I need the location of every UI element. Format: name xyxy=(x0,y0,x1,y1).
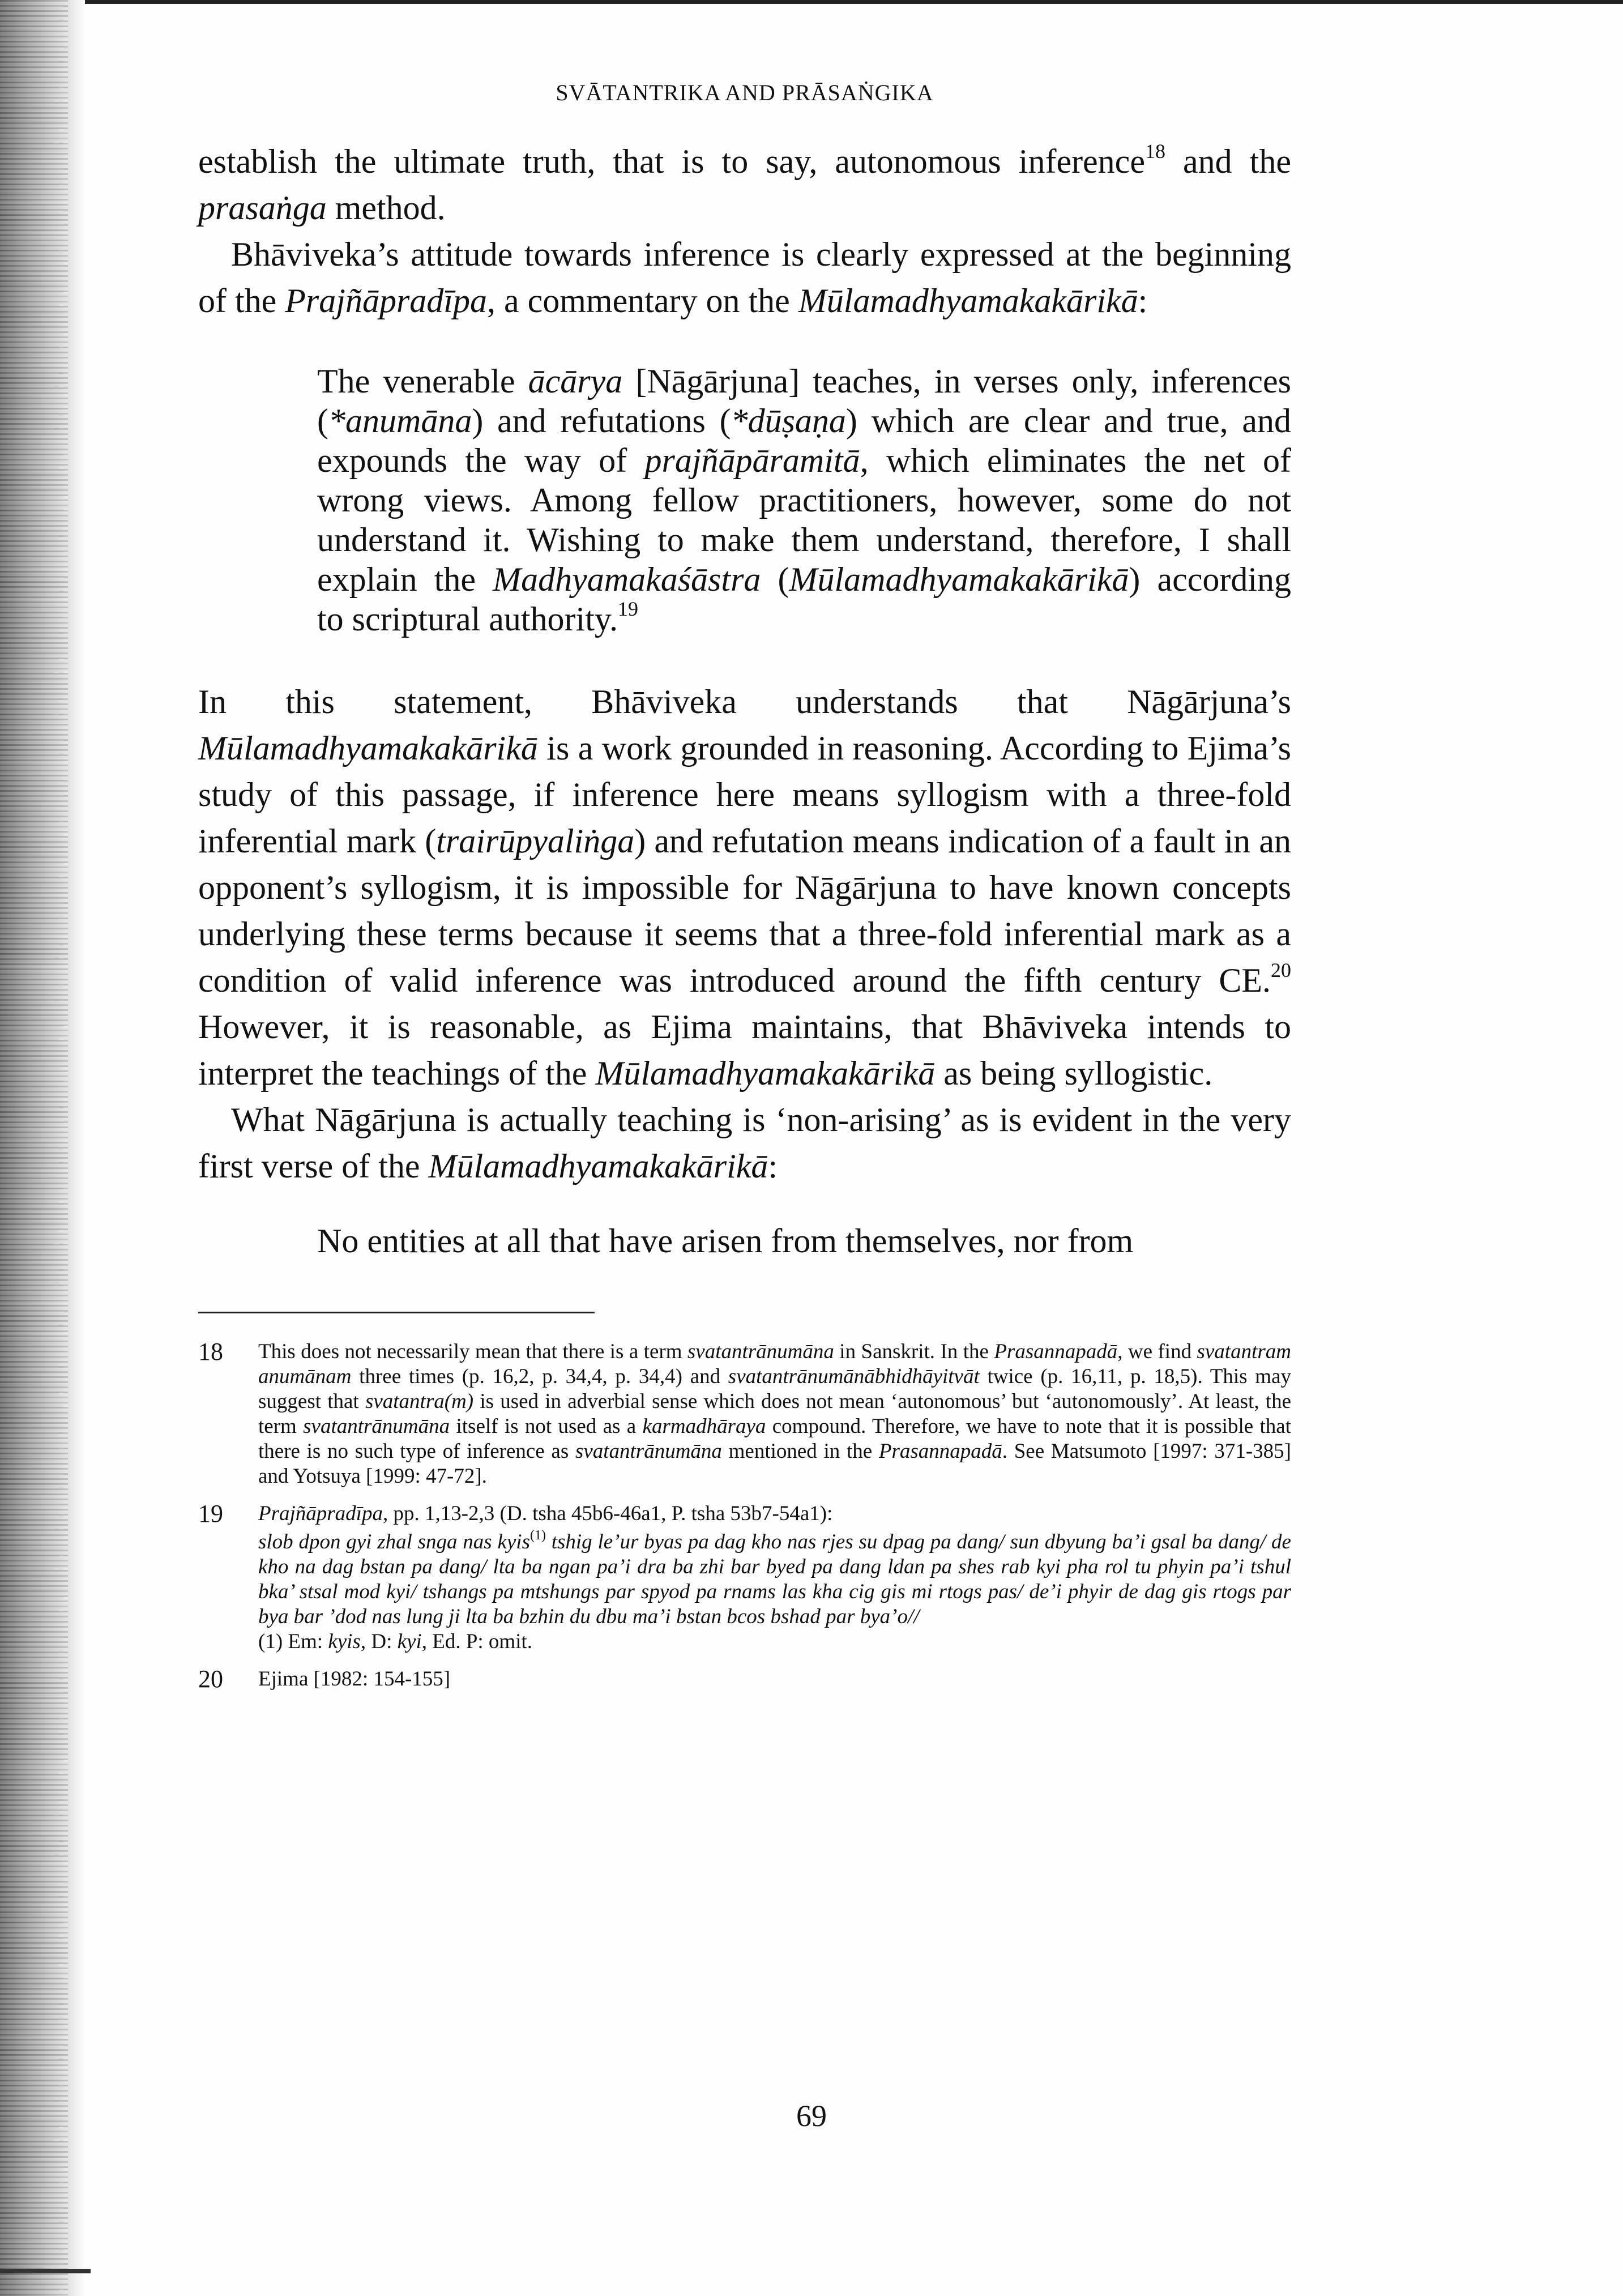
italic-term: kyis xyxy=(328,1630,361,1653)
text-run: twice (p. 16,11, p. 18,5). This may suggest that xyxy=(258,1365,1291,1413)
italic-term: svatantra(m) xyxy=(365,1390,474,1413)
text-run: : xyxy=(1138,282,1148,319)
italic-title: Mūlamadhyamakakārikā xyxy=(789,561,1129,598)
italic-title: Prajñāpradīpa xyxy=(285,282,487,319)
text-run: is a work grounded in reasoning. According to Ejima’s study of this passage, if inference here means syllogism with a three-fold inferential mark ( xyxy=(198,729,1291,860)
text-run: What Nāgārjuna is actually teaching is ‘non-arising’ as is evident in the very first verse of the xyxy=(198,1101,1291,1185)
text-run: ) and refutation means indication of a fault in an opponent’s syllogism, it is impossible for Nāgārjuna to have known concepts underlying these terms because it seems that a three-fold inferential mark as a condition of valid inference was introduced around the fifth century CE. xyxy=(198,822,1292,999)
page-content xyxy=(198,79,1291,1704)
footnote-text: Ejima [1982: 154-155] xyxy=(258,1667,451,1691)
italic-term: ācārya xyxy=(528,362,623,400)
text-run: method. xyxy=(326,189,446,227)
paragraph-4 xyxy=(198,1096,1291,1189)
footnote-20 xyxy=(198,1667,1291,1692)
footnote-text xyxy=(258,1501,1291,1654)
italic-term: svatantrānumāna xyxy=(303,1415,450,1438)
italic-term: svatantram anumānam xyxy=(258,1340,1291,1388)
italic-title: Prajñāpradīpa xyxy=(258,1502,383,1525)
footnote-ref-18: 18 xyxy=(1144,140,1165,163)
italic-term: *dūṣaṇa xyxy=(731,402,846,439)
text-run: ) which are clear and true, and expounds the way of xyxy=(317,402,1291,479)
footnote-text xyxy=(258,1339,1291,1489)
footnote-number: 20 xyxy=(198,1665,223,1693)
footnote-ref-19: 19 xyxy=(617,598,638,620)
text-run: [Nāgārjuna] teaches, in verses only, inferences ( xyxy=(317,362,1291,439)
scan-bottom-mark xyxy=(0,2269,91,2273)
footnote-18 xyxy=(198,1339,1291,1489)
paragraph-1 xyxy=(198,138,1291,231)
italic-term: trairūpyaliṅga xyxy=(436,822,635,860)
text-run: three times (p. 16,2, p. 34,4, p. 34,4) and xyxy=(351,1365,728,1388)
text-run: : xyxy=(768,1147,778,1185)
text-run: In this statement, Bhāviveka understands that Nāgārjuna’s xyxy=(198,683,1291,720)
text-run: Bhāviveka’s attitude towards inference is clearly expressed at the beginning of the xyxy=(198,236,1291,319)
block-quote-2: No entities at all that have arisen from themselves, nor from xyxy=(317,1222,1134,1260)
italic-term: kyi xyxy=(397,1630,422,1653)
paragraph-3 xyxy=(198,678,1291,1096)
critical-note-mark: (1) xyxy=(529,1528,546,1543)
text-run: tshig le’ur byas pa dag kho nas rjes su dpag pa dang/ sun dbyung ba’i gsal ba dang/ de kho na dag bstan pa dang/ lta ba ngan pa’i dra ba zhi bar byed pa dang ldan pa shes rab kyi pha rol tu phyin pa’i tshul bka’ stsal mod kyi/ tshangs pa mtshungs par spyod pa rnams las kha cig gis mi rtogs pas/ de’i phyir de dag gis rtogs par bya bar ’dod nas lung ji lta ba bzhin du dbu ma’i bstan bcos bshad par bya’o// xyxy=(258,1530,1291,1628)
text-run: ) and refutations ( xyxy=(472,402,731,439)
footnote-number: 19 xyxy=(198,1500,223,1527)
text-run: itself is not used as a xyxy=(450,1415,643,1438)
italic-title: Prasannapadā xyxy=(994,1340,1118,1363)
paragraph-2 xyxy=(198,231,1291,324)
text-run: establish the ultimate truth, that is to say, autonomous inference xyxy=(198,143,1145,180)
page-number: 69 xyxy=(796,2099,827,2133)
tibetan-passage xyxy=(258,1530,1291,1629)
italic-title: Mūlamadhyamakakārikā xyxy=(428,1147,768,1185)
italic-title: Prasannapadā xyxy=(878,1440,1002,1463)
footnote-number: 18 xyxy=(198,1338,223,1365)
block-quote-1 xyxy=(317,361,1291,639)
critical-note xyxy=(258,1629,1291,1654)
text-run: and the xyxy=(1165,143,1292,180)
text-run: ) according to scriptural authority. xyxy=(317,561,1292,638)
italic-term: svatantrānumāna xyxy=(575,1440,722,1463)
italic-term: prajñāpāramitā xyxy=(644,442,860,479)
italic-title: Mūlamadhyamakakārikā xyxy=(198,729,538,767)
italic-title: Madhyamakaśāstra xyxy=(493,561,761,598)
text-run: This does not necessarily mean that there is a term xyxy=(258,1340,687,1363)
italic-term: *anumāna xyxy=(328,402,472,439)
text-run: The venerable xyxy=(317,362,528,400)
italic-term: svatantrānumāna xyxy=(687,1340,834,1363)
text-run: , pp. 1,13-2,3 (D. tsha 45b6-46a1, P. tsha 53b7-54a1): xyxy=(382,1502,833,1525)
italic-title: Mūlamadhyamakakārikā xyxy=(595,1055,936,1092)
text-run: is used in adverbial sense which does not mean ‘autonomous’ but ‘autonomously’. At least, the term xyxy=(258,1390,1292,1438)
footnote-separator xyxy=(198,1312,595,1313)
italic-term: prasaṅga xyxy=(198,189,327,227)
text-run: compound. Therefore, we have to note that it is possible that there is no such type of inference as xyxy=(258,1415,1291,1463)
scan-top-rule xyxy=(0,0,1623,4)
footnote-citation xyxy=(258,1501,1291,1526)
text-run: , D: xyxy=(360,1630,398,1653)
text-run: , a commentary on the xyxy=(486,282,798,319)
footnote-ref-20: 20 xyxy=(1271,959,1291,981)
scan-binding-speckle xyxy=(0,0,68,2296)
text-run: (1) Em: xyxy=(258,1630,328,1653)
text-run: ( xyxy=(761,561,789,598)
italic-title: Mūlamadhyamakakārikā xyxy=(798,282,1138,319)
text-run: in Sanskrit. In the xyxy=(834,1340,994,1363)
text-run: , which eliminates the net of wrong views. Among fellow practitioners, however, some do not understand it. Wishing to make them understand, therefore, I shall explain the xyxy=(317,442,1291,598)
text-run: mentioned in the xyxy=(721,1440,879,1463)
text-run: as being syllogistic. xyxy=(935,1055,1213,1092)
running-head: SVĀTANTRIKA AND PRĀSAṄGIKA xyxy=(556,80,934,105)
text-run: However, it is reasonable, as Ejima maintains, that Bhāviveka intends to interpret the teachings of the xyxy=(198,1008,1291,1092)
text-run: , Ed. P: omit. xyxy=(421,1630,533,1653)
italic-term: karmadhāraya xyxy=(642,1415,766,1438)
text-run: , we find xyxy=(1117,1340,1197,1363)
text-run: . See Matsumoto [1997: 371-385] and Yotsuya [1999: 47-72]. xyxy=(258,1440,1291,1488)
italic-term: svatantrānumānābhidhāyitvāt xyxy=(728,1365,980,1388)
footnote-19 xyxy=(198,1501,1291,1654)
text-run: slob dpon gyi zhal snga nas kyis xyxy=(258,1530,530,1554)
